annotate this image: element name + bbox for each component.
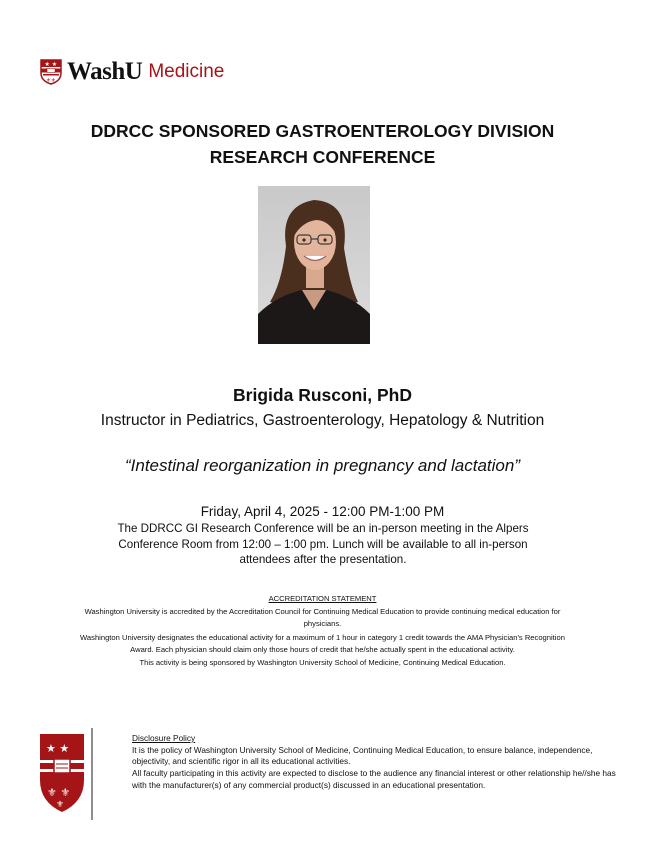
disclosure-paragraph-1: It is the policy of Washington University School of Medicine, Continuing Medical Education, to ensure balance, independence, objectivity, and scientific rigor in all its educational activities. [132,744,593,767]
conference-title-line2: RESEARCH CONFERENCE [209,147,436,167]
disclosure-paragraph-2: All faculty participating in this activity are expected to disclose to the audience any financial interest or other relationship he//she has with the manufacturer(s) of any commercial product(s) discussed in an educational presentation. [132,768,616,790]
talk-title: “Intestinal reorganization in pregnancy and lactation” [124,456,521,475]
speaker-photo [258,186,370,344]
svg-text:⚜⚜: ⚜⚜ [46,78,56,84]
disclosure-heading: Disclosure Policy [132,733,196,743]
event-datetime: Friday, April 4, 2025 - 12:00 PM-1:00 PM [200,504,445,519]
washu-shield-icon [40,59,62,85]
washu-medicine-logo [40,57,224,87]
svg-text:★ ★: ★ ★ [44,61,58,68]
accreditation-paragraph-1: Washington University is accredited by the Accreditation Council for Continuing Medical Education to provide continuing medical education for physicians. [84,607,561,628]
accreditation-heading: ACCREDITATION STATEMENT [268,594,377,603]
disclosure-policy [132,733,632,792]
accreditation-paragraph-3: This activity is being sponsored by Washington University School of Medicine, Continuing Medical Education. [139,658,506,667]
washu-crest-icon [38,728,94,820]
svg-text:★ ★: ★ ★ [46,742,70,755]
svg-text:⚜ ⚜: ⚜ ⚜ [47,786,71,799]
logo-unit: Medicine [148,61,225,82]
event-description: The DDRCC GI Research Conference will be an in-person meeting in the Alpers Conference Room from 12:00 – 1:00 pm. Lunch will be available to all in-person attendees after the presentation. [117,522,529,566]
conference-title-line1: DDRCC SPONSORED GASTROENTEROLOGY DIVISION [90,121,555,141]
svg-text:⚜: ⚜ [56,800,65,810]
speaker-role: Instructor in Pediatrics, Gastroenterology, Hepatology & Nutrition [100,412,545,429]
speaker-name: Brigida Rusconi, PhD [233,385,412,405]
logo-wordmark: WashU [67,58,143,85]
accreditation-paragraph-2: Washington University designates the educational activity for a maximum of 1 hour in category 1 credit towards the AMA Physician's Recognition Award. Each physician should claim only those hours of credit that he/she actually spent in the educational activity. [80,633,565,654]
